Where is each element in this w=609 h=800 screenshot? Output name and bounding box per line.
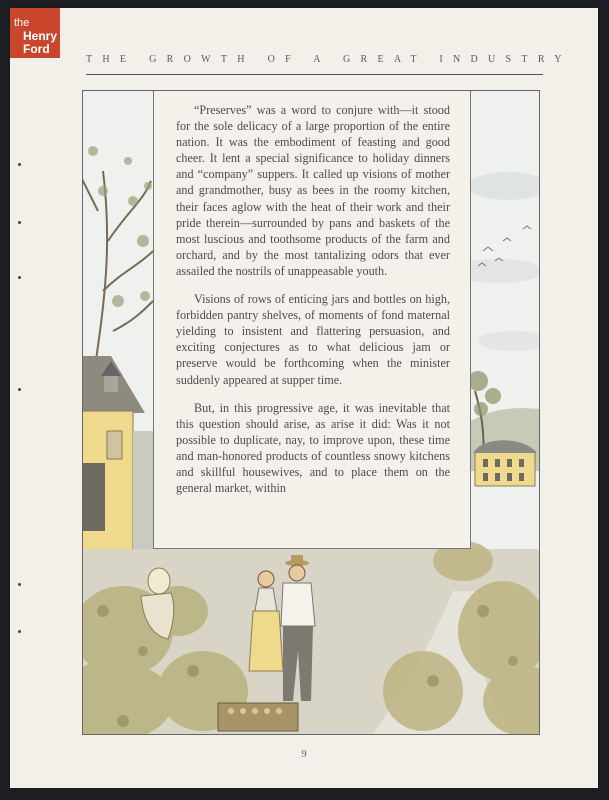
binding-hole-mark <box>18 221 21 224</box>
logo-word-henry: Henry <box>23 29 58 43</box>
paragraph-visions: Visions of rows of enticing jars and bottles on high, forbidden pantry shelves, of moments of fond maternal yielding to insistent and flattering persuasion, and exciting conjectures as to what delicious jam or preserve would be forthcoming when the minister suddenly appeared at supper time. <box>176 292 450 387</box>
henry-ford-logo[interactable] <box>10 8 60 58</box>
logo-word-ford: Ford <box>23 42 50 56</box>
paragraph-preserves: “Preserves” was a word to conjure with—it stood for the sole delicacy of a large proportion of the entire nation. It was the embodiment of feasting and good cheer. It lent a special significance to holiday dinners and “company” suppers. It called up visions of mother and grandmother, busy as bees in the roomy kitchen, their faces aglow with the heat of their work and their pride therein—surrounded by pans and baskets of the most luscious and toothsome products of the farm and orchard, and by the most tantalizing odors that ever assailed the nostrils of unappeasable youth. <box>176 103 450 278</box>
garden-illustration <box>82 90 540 735</box>
header-rule <box>86 74 543 75</box>
binding-hole-mark <box>18 630 21 633</box>
binding-hole-mark <box>18 583 21 586</box>
binding-hole-mark <box>18 276 21 279</box>
binding-hole-mark <box>18 163 21 166</box>
binding-hole-mark <box>18 388 21 391</box>
text-column <box>153 90 471 549</box>
running-header: THE GROWTH OF A GREAT INDUSTRY <box>86 54 572 65</box>
logo-word-the: the <box>14 17 30 29</box>
book-page <box>10 8 598 788</box>
page-number: 9 <box>301 748 307 760</box>
paragraph-progressive-age: But, in this progressive age, it was inevitable that this question should arise, as arise it did: Was it not possible to duplicate, nay, to improve upon, these time and man-honored products of countless snowy kitchens and skillful housewives, and to place them on the general market, within <box>176 400 450 496</box>
